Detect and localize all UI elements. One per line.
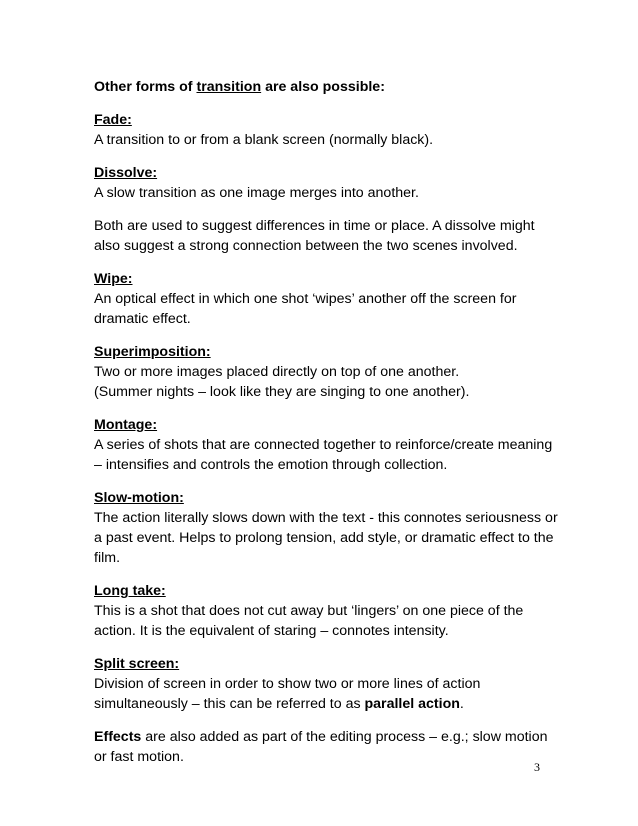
intro-before: Other forms of [94, 79, 197, 95]
text-split-screen [94, 674, 564, 714]
section-fade [94, 110, 564, 150]
intro-after: are also possible: [261, 79, 385, 95]
intro-line [94, 77, 564, 97]
heading-dissolve: Dissolve: [94, 165, 158, 181]
text-superimposition-line2: (Summer nights – look like they are singing to one another). [94, 384, 470, 400]
section-split-screen [94, 654, 564, 714]
heading-superimposition: Superimposition: [94, 344, 211, 360]
text-split-screen-before: Division of screen in order to show two or more lines of action simultaneously – this can be referred to as [94, 676, 481, 712]
text-superimposition-line1: Two or more images placed directly on top of one another. [94, 364, 460, 380]
section-both-note [94, 216, 564, 256]
section-effects [94, 727, 564, 767]
text-dissolve: A slow transition as one image merges into another. [94, 185, 419, 201]
page-content [94, 77, 564, 780]
page-number: 3 [534, 760, 540, 774]
text-slow-motion: The action literally slows down with the text - this connotes seriousness or a past event. Helps to prolong tension, add style, or dramatic effect to the film. [94, 510, 558, 566]
section-wipe [94, 269, 564, 329]
heading-fade: Fade: [94, 112, 132, 128]
heading-slow-motion: Slow-motion: [94, 490, 184, 506]
intro-transition-word: transition [196, 79, 262, 95]
text-split-screen-after: . [459, 696, 464, 712]
text-effects-rest: are also added as part of the editing process – e.g.; slow motion or fast motion. [94, 729, 548, 765]
heading-montage: Montage: [94, 417, 158, 433]
section-superimposition [94, 342, 564, 402]
text-parallel-action: parallel action [364, 696, 460, 712]
section-long-take [94, 581, 564, 641]
section-dissolve [94, 163, 564, 203]
text-wipe: An optical effect in which one shot ‘wipes’ another off the screen for dramatic effect. [94, 291, 517, 327]
section-montage [94, 415, 564, 475]
section-slow-motion [94, 488, 564, 568]
text-long-take: This is a shot that does not cut away but ‘lingers’ on one piece of the action. It is the equivalent of staring – connotes intensity. [94, 603, 524, 639]
text-montage: A series of shots that are connected together to reinforce/create meaning – intensifies and controls the emotion through collection. [94, 437, 553, 473]
text-fade: A transition to or from a blank screen (normally black). [94, 132, 434, 148]
text-effects [94, 727, 564, 767]
heading-wipe: Wipe: [94, 271, 133, 287]
heading-split-screen: Split screen: [94, 656, 180, 672]
text-both-note: Both are used to suggest differences in time or place. A dissolve might also suggest a strong connection between the two scenes involved. [94, 218, 535, 254]
text-effects-bold: Effects [94, 729, 142, 745]
heading-long-take: Long take: [94, 583, 166, 599]
